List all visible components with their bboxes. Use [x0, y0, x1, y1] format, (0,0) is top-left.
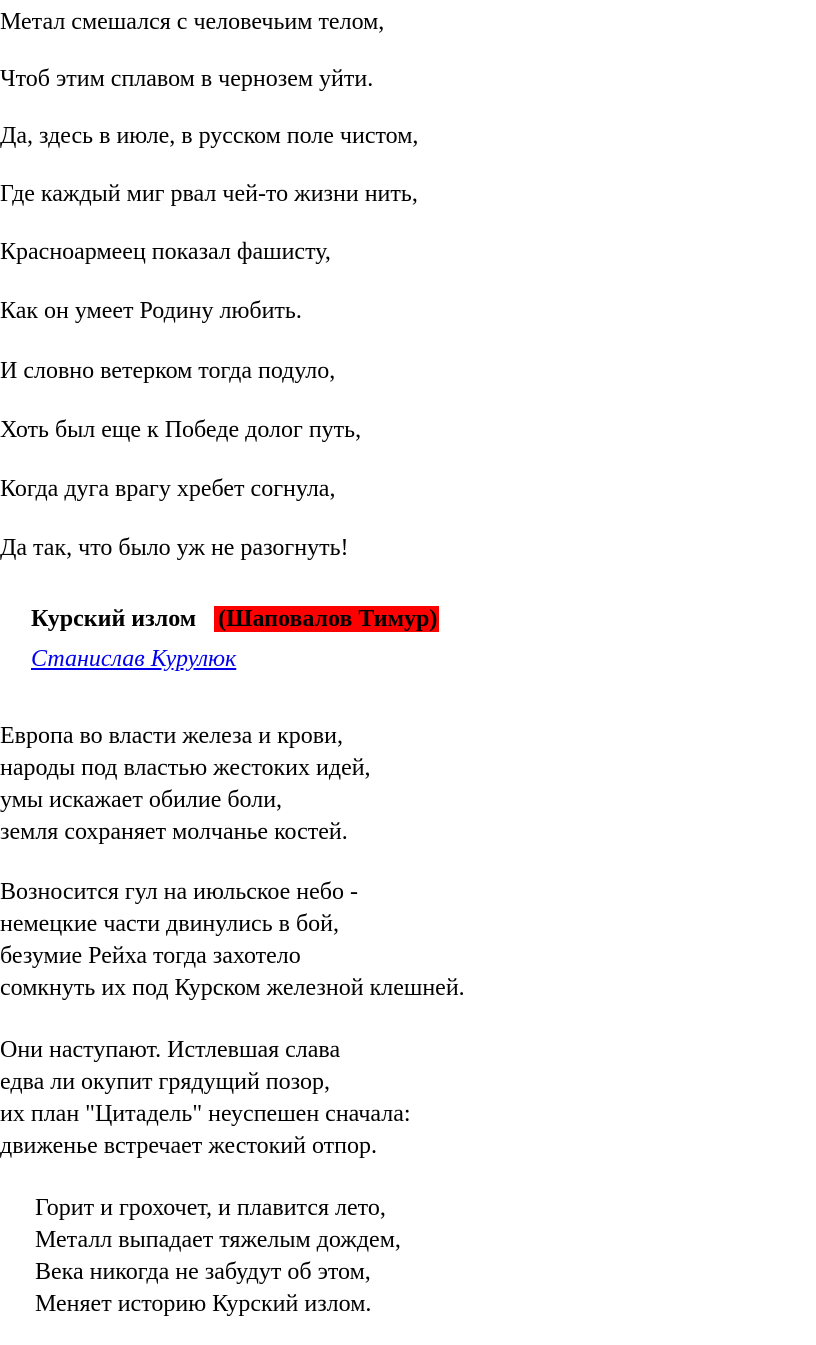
poem-title-row	[31, 605, 439, 633]
poem-line: умы искажает обилие боли,	[0, 787, 283, 813]
poem-line: Метал смешался с человечьим телом,	[0, 9, 385, 35]
poem-line: Чтоб этим сплавом в чернозем уйти.	[0, 66, 374, 92]
poem-line: Возносится гул на июльское небо -	[0, 879, 358, 905]
poem-line: движенье встречает жестокий отпор.	[0, 1133, 377, 1159]
poem-line: безумие Рейха тогда захотело	[0, 943, 301, 969]
chorus-line: Металл выпадает тяжелым дождем,	[35, 1227, 401, 1253]
author-link[interactable]: Станислав Курулюк	[31, 646, 237, 672]
poem-line: Да, здесь в июле, в русском поле чистом,	[0, 123, 419, 149]
chorus-line: Меняет историю Курский излом.	[35, 1291, 372, 1317]
poem-line: земля сохраняет молчанье костей.	[0, 819, 348, 845]
poem-line: Они наступают. Истлевшая слава	[0, 1037, 341, 1063]
poem-line: народы под властью жестоких идей,	[0, 755, 371, 781]
poem-line: Да так, что было уж не разогнуть!	[0, 535, 349, 561]
chorus-line: Горит и грохочет, и плавится лето,	[35, 1195, 386, 1221]
poem-line: Где каждый миг рвал чей-то жизни нить,	[0, 181, 418, 207]
poem-line: Красноармеец показал фашисту,	[0, 239, 331, 265]
chorus-line: Века никогда не забудут об этом,	[35, 1259, 371, 1285]
poem-line: И словно ветерком тогда подуло,	[0, 358, 336, 384]
poem-line: немецкие части двинулись в бой,	[0, 911, 340, 937]
poem-line: Хоть был еще к Победе долог путь,	[0, 417, 362, 443]
poem-line: сомкнуть их под Курском железной клешней.	[0, 975, 465, 1001]
poem-line: Когда дуга врагу хребет согнула,	[0, 476, 336, 502]
poem-line: их план "Цитадель" неуспешен сначала:	[0, 1101, 411, 1127]
student-name-highlight: (Шаповалов Тимур)	[214, 606, 439, 632]
poem-line: едва ли окупит грядущий позор,	[0, 1069, 330, 1095]
poem-line: Европа во власти железа и крови,	[0, 723, 343, 749]
poem-title: Курский излом	[31, 606, 197, 632]
poem-line: Как он умеет Родину любить.	[0, 298, 302, 324]
